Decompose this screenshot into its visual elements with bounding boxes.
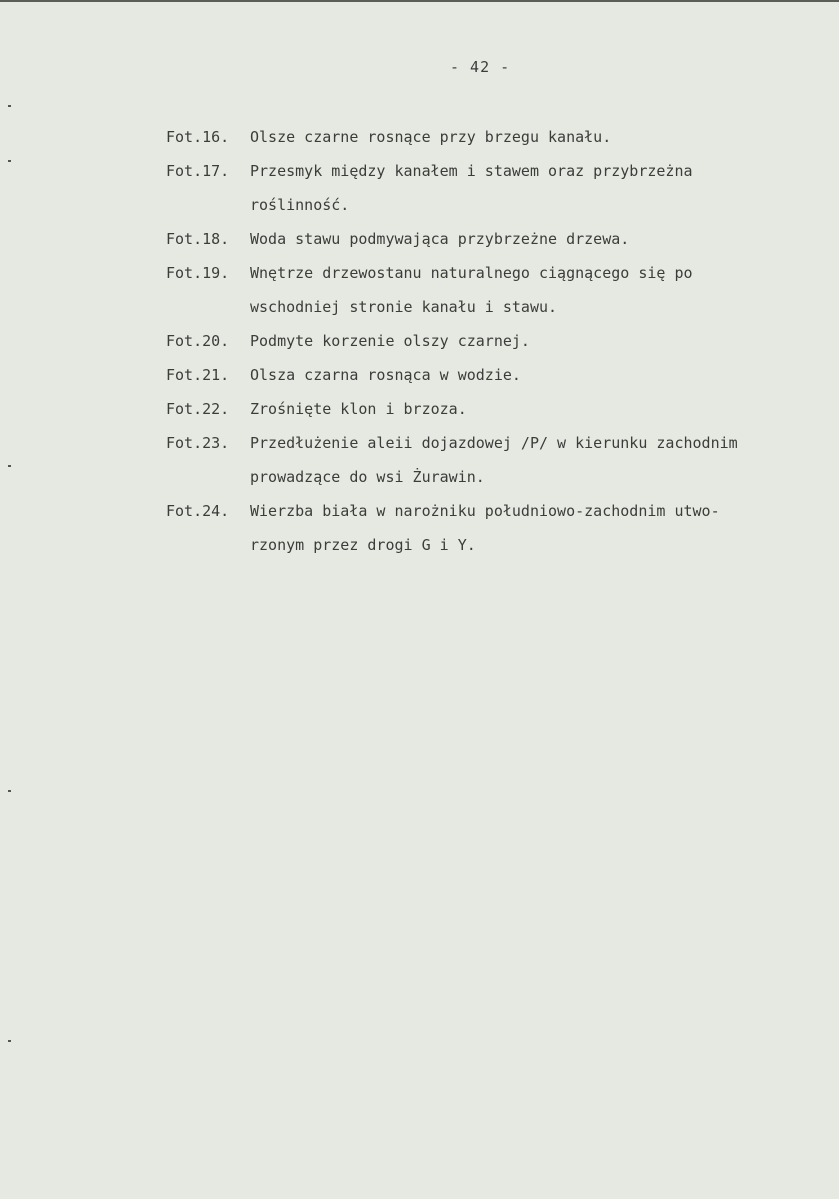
caption-text (250, 358, 820, 392)
caption-label: Fot.17. (166, 162, 230, 180)
caption-text (250, 324, 820, 358)
caption-label: Fot.18. (166, 230, 230, 248)
caption-line: rzonym przez drogi G i Y. (250, 536, 476, 554)
caption-line: Przedłużenie aleii dojazdowej /P/ w kierunku zachodnim (250, 434, 738, 452)
caption-entry (166, 426, 820, 494)
caption-label: Fot.19. (166, 264, 230, 282)
caption-text (250, 154, 820, 222)
scan-edge (0, 0, 839, 2)
binding-mark (8, 160, 11, 162)
caption-text (250, 222, 820, 256)
caption-label: Fot.16. (166, 128, 230, 146)
binding-mark (8, 105, 11, 107)
caption-label: Fot.24. (166, 502, 230, 520)
caption-line: Woda stawu podmywająca przybrzeżne drzewa. (250, 230, 630, 248)
caption-line: Olsze czarne rosnące przy brzegu kanału. (250, 128, 612, 146)
caption-text (250, 120, 820, 154)
caption-line: Wnętrze drzewostanu naturalnego ciągnącego się po (250, 264, 693, 282)
caption-label: Fot.21. (166, 366, 230, 384)
caption-label: Fot.20. (166, 332, 230, 350)
caption-line: Przesmyk między kanałem i stawem oraz przybrzeżna (250, 162, 693, 180)
caption-entry (166, 256, 820, 324)
binding-mark (8, 790, 11, 792)
binding-mark (8, 1040, 11, 1042)
caption-entry (166, 120, 820, 154)
caption-text (250, 256, 820, 324)
caption-entry (166, 392, 820, 426)
caption-entry (166, 222, 820, 256)
caption-entry (166, 154, 820, 222)
binding-mark (8, 465, 11, 467)
caption-line: wschodniej stronie kanału i stawu. (250, 298, 558, 316)
caption-entry (166, 358, 820, 392)
caption-entry (166, 494, 820, 562)
caption-label: Fot.22. (166, 400, 230, 418)
caption-label: Fot.23. (166, 434, 230, 452)
caption-line: Wierzba biała w narożniku południowo-zachodnim utwo- (250, 502, 720, 520)
caption-line: prowadzące do wsi Żurawin. (250, 468, 485, 486)
caption-line: Olsza czarna rosnąca w wodzie. (250, 366, 521, 384)
caption-line: Zrośnięte klon i brzoza. (250, 400, 467, 418)
caption-line: Podmyte korzenie olszy czarnej. (250, 332, 530, 350)
caption-text (250, 392, 820, 426)
caption-line: roślinność. (250, 196, 350, 214)
page-number: - 42 - (450, 58, 511, 76)
caption-text (250, 494, 820, 562)
caption-entry (166, 324, 820, 358)
caption-text (250, 426, 820, 494)
